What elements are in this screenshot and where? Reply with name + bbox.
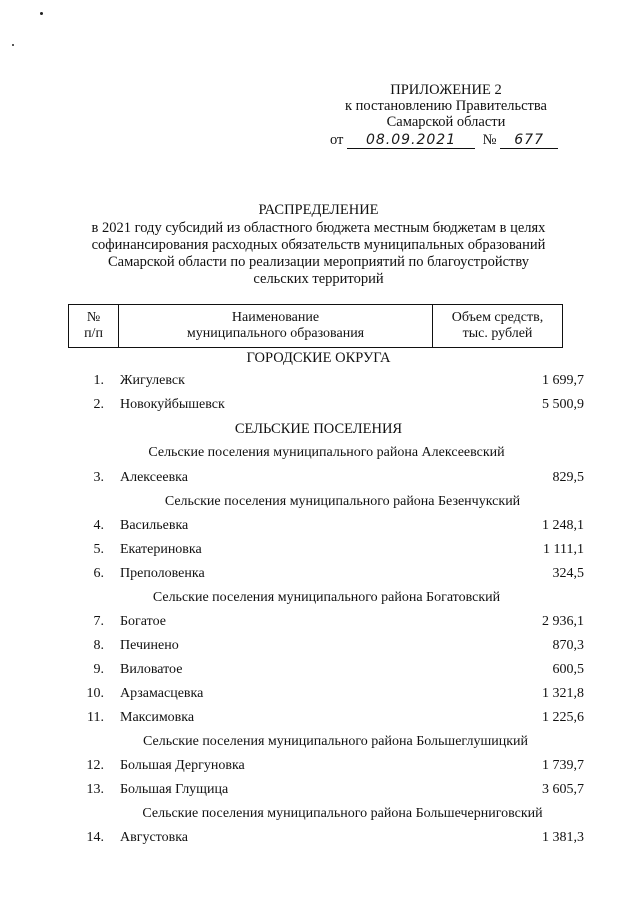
- row-name: Большая Глущица: [120, 782, 229, 797]
- row-number: 1.: [93, 373, 104, 388]
- table-row: [66, 710, 584, 728]
- table-row: [66, 782, 584, 800]
- row-amount: 1 225,6: [542, 710, 584, 725]
- row-name: Большая Дергуновка: [120, 758, 245, 773]
- row-name: Августовка: [120, 830, 189, 845]
- header-number-line2: п/п: [84, 326, 103, 341]
- table-header: [68, 304, 563, 348]
- table-row: [66, 397, 584, 415]
- row-amount: 600,5: [552, 662, 584, 677]
- table-row: [66, 373, 584, 391]
- title-line-4: сельских территорий: [253, 271, 384, 287]
- section-rural: СЕЛЬСКИЕ ПОСЕЛЕНИЯ: [234, 421, 403, 437]
- document-heading: РАСПРЕДЕЛЕНИЕ: [258, 202, 379, 218]
- row-amount: 5 500,9: [542, 397, 584, 412]
- title-line-1: в 2021 году субсидий из областного бюджета местным бюджетам в целях: [91, 220, 546, 236]
- from-label: от: [330, 132, 344, 148]
- row-number: 3.: [93, 470, 104, 485]
- district-heading: Сельские поселения муниципального района Алексеевский: [148, 445, 505, 460]
- table-row: [66, 614, 584, 632]
- title-line-3: Самарской области по реализации мероприятий по благоустройству: [108, 254, 529, 270]
- row-name: Богатое: [120, 614, 166, 629]
- row-number: 13.: [86, 782, 104, 797]
- scan-speck: [12, 44, 14, 46]
- scan-speck: [40, 12, 43, 15]
- table-row: [66, 542, 584, 560]
- table-row: [66, 686, 584, 704]
- decree-date: 08.09.2021: [347, 132, 475, 149]
- table-row: [66, 758, 584, 776]
- row-amount: 1 248,1: [542, 518, 584, 533]
- row-name: Новокуйбышевск: [120, 397, 225, 412]
- header-name-line1: Наименование: [231, 310, 320, 325]
- row-name: Виловатое: [120, 662, 183, 677]
- row-amount: 1 739,7: [542, 758, 584, 773]
- row-number: 2.: [93, 397, 104, 412]
- header-amount-line1: Объем средств,: [451, 310, 544, 325]
- district-heading: Сельские поселения муниципального района Безенчукский: [164, 494, 521, 509]
- district-heading: Сельские поселения муниципального района Большечерниговский: [142, 806, 543, 821]
- row-name: Васильевка: [120, 518, 189, 533]
- row-amount: 1 699,7: [542, 373, 584, 388]
- row-amount: 3 605,7: [542, 782, 584, 797]
- header-name-cell: [119, 305, 433, 348]
- decree-number: 677: [500, 132, 558, 149]
- row-number: 4.: [93, 518, 104, 533]
- table-row: [66, 830, 584, 848]
- row-number: 5.: [93, 542, 104, 557]
- row-amount: 1 111,1: [543, 542, 584, 557]
- header-name-line2: муниципального образования: [186, 326, 365, 341]
- row-amount: 829,5: [552, 470, 584, 485]
- row-name: Печинено: [120, 638, 179, 653]
- row-name: Максимовка: [120, 710, 195, 725]
- row-amount: 2 936,1: [542, 614, 584, 629]
- row-number: 7.: [93, 614, 104, 629]
- row-name: Арзамасцевка: [120, 686, 204, 701]
- table-row: [66, 518, 584, 536]
- row-number: 9.: [93, 662, 104, 677]
- header-amount-line2: тыс. рублей: [462, 326, 533, 341]
- row-number: 11.: [87, 710, 104, 725]
- row-number: 10.: [86, 686, 104, 701]
- district-heading: Сельские поселения муниципального района Богатовский: [152, 590, 501, 605]
- appendix-title: ПРИЛОЖЕНИЕ 2: [390, 82, 502, 98]
- header-amount-cell: [433, 305, 563, 348]
- row-number: 6.: [93, 566, 104, 581]
- row-name: Екатериновка: [120, 542, 202, 557]
- title-line-2: софинансирования расходных обязательств муниципальных образований: [91, 237, 546, 253]
- appendix-region: Самарской области: [386, 114, 506, 130]
- table-row: [66, 566, 584, 584]
- row-amount: 324,5: [552, 566, 584, 581]
- number-label: №: [482, 132, 497, 148]
- row-number: 14.: [86, 830, 104, 845]
- row-name: Алексеевка: [120, 470, 188, 485]
- district-heading: Сельские поселения муниципального района Большеглушицкий: [143, 734, 528, 749]
- appendix-date-line: [330, 132, 558, 149]
- table-row: [66, 662, 584, 680]
- row-amount: 1 381,3: [542, 830, 584, 845]
- table-row: [66, 638, 584, 656]
- table-row: [66, 470, 584, 488]
- header-number-line1: №: [86, 310, 101, 325]
- appendix-decree: к постановлению Правительства: [345, 98, 547, 114]
- row-number: 8.: [93, 638, 104, 653]
- section-urban: ГОРОДСКИЕ ОКРУГА: [246, 350, 391, 366]
- header-number-cell: [69, 305, 119, 348]
- row-name: Преполовенка: [120, 566, 205, 581]
- row-amount: 870,3: [552, 638, 584, 653]
- row-amount: 1 321,8: [542, 686, 584, 701]
- row-name: Жигулевск: [120, 373, 185, 388]
- row-number: 12.: [86, 758, 104, 773]
